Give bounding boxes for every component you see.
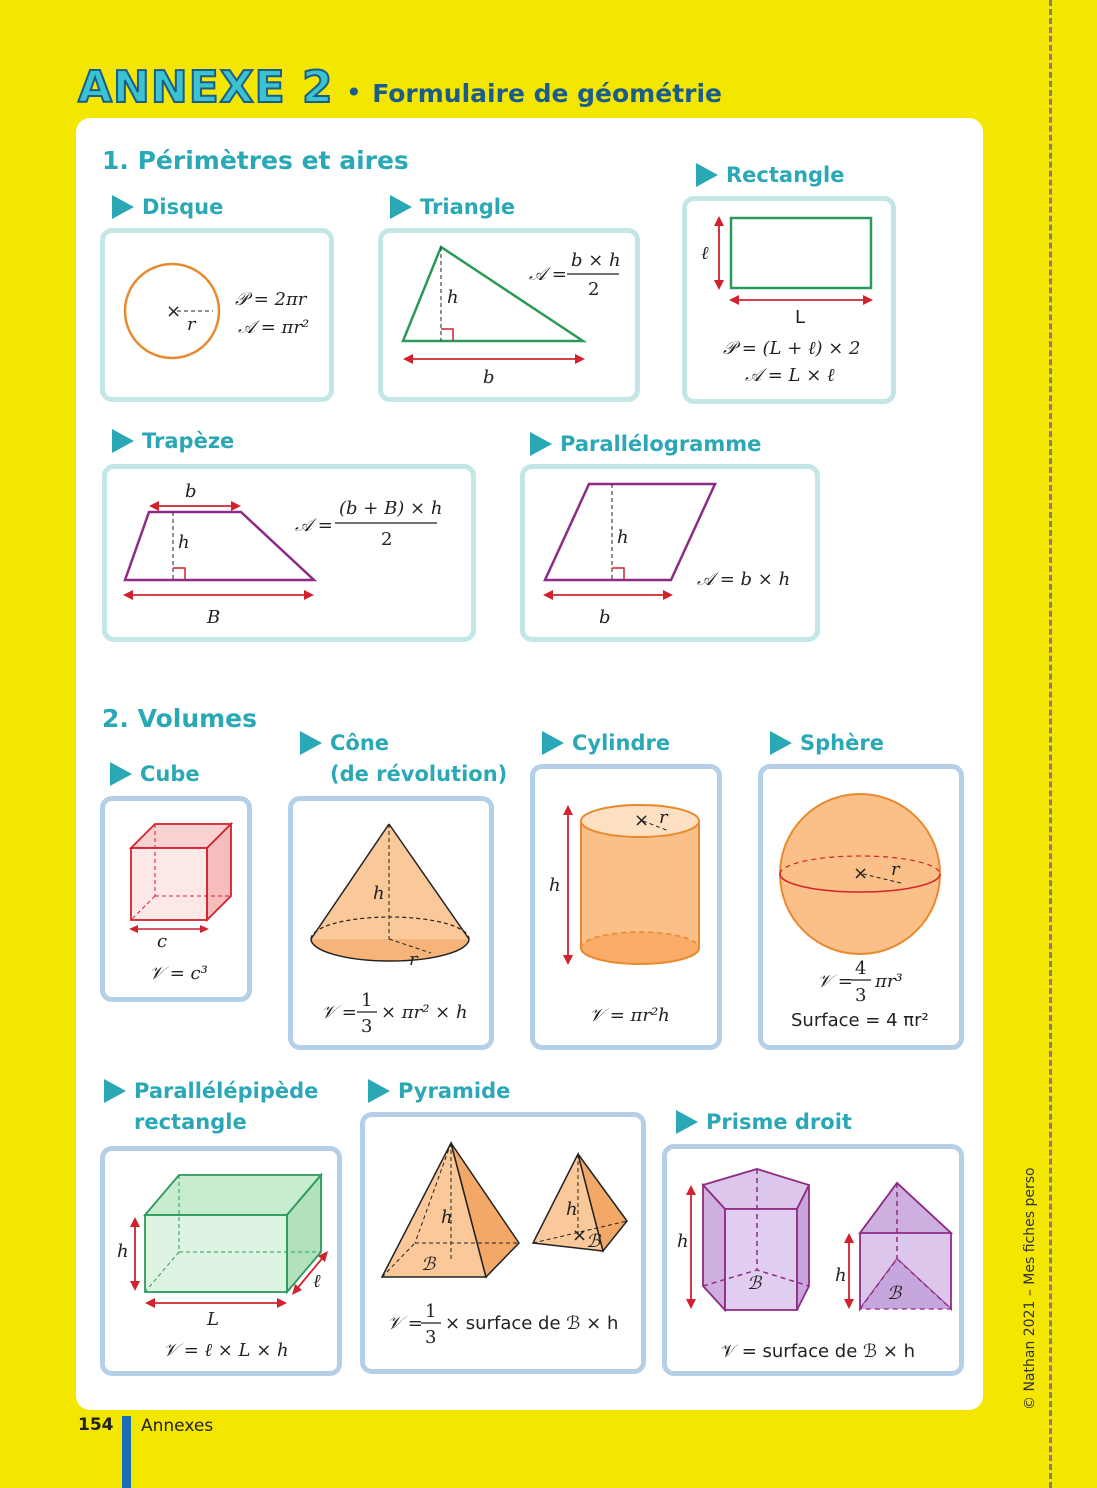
cylindre-r: r — [659, 807, 668, 828]
play-arrow-icon — [366, 1078, 392, 1104]
cone-formula-lhs: 𝒱 = — [321, 1002, 357, 1023]
triangle-shape — [403, 247, 583, 341]
parallelogramme-label: Parallélogramme — [528, 429, 761, 460]
sphere-card — [758, 764, 964, 1050]
disque-area: 𝒜 = πr² — [238, 317, 310, 338]
prisme-label: Prisme droit — [674, 1107, 852, 1138]
play-arrow-icon — [110, 428, 136, 454]
pave-front-face — [145, 1215, 287, 1292]
prisme-card — [662, 1144, 964, 1376]
prisme-B2: ℬ — [887, 1283, 902, 1304]
title-bullet: • — [345, 76, 363, 109]
trapeze-shape — [125, 512, 314, 580]
triangle-formula-lhs: 𝒜 = — [529, 264, 567, 285]
pyramide-h2: h — [566, 1199, 578, 1220]
pyramide-formula-num: 1 — [425, 1301, 437, 1322]
play-arrow-icon — [110, 194, 136, 220]
cone-figure — [293, 801, 489, 1045]
trapeze-figure — [107, 469, 471, 637]
trapeze-B: B — [207, 607, 221, 628]
rectangle-card — [682, 196, 896, 404]
rectangle-l: ℓ — [701, 243, 709, 264]
trapeze-b: b — [185, 481, 197, 502]
triangle-h: h — [447, 287, 459, 308]
play-arrow-icon — [674, 1109, 700, 1135]
play-arrow-icon — [528, 431, 554, 457]
page-footer — [78, 1415, 114, 1435]
section-title-volumes: 2. Volumes — [102, 704, 258, 733]
page-number: 154 — [78, 1415, 114, 1435]
pyramide-B2: ℬ — [586, 1231, 601, 1252]
pyramide-h: h — [441, 1207, 453, 1228]
pyramide-card — [360, 1112, 646, 1374]
parallelogramme-card — [520, 464, 820, 642]
section-title-perimeters: 1. Périmètres et aires — [102, 146, 409, 175]
play-arrow-icon — [108, 761, 134, 787]
rectangle-perimeter: 𝒫 = (L + ℓ) × 2 — [723, 338, 861, 359]
play-arrow-icon — [768, 730, 794, 756]
parallelogramme-shape — [545, 484, 715, 580]
sphere-formula-num: 4 — [855, 958, 867, 979]
cylindre-formula: 𝒱 = πr²h — [589, 1005, 670, 1026]
parallelogramme-figure — [525, 469, 815, 637]
cone-card — [288, 796, 494, 1050]
prisme-formula: 𝒱 = surface de ℬ × h — [721, 1341, 916, 1362]
pave-formula: 𝒱 = ℓ × L × h — [163, 1340, 289, 1361]
trapeze-label: Trapèze — [110, 426, 234, 457]
rectangle-figure — [687, 201, 891, 399]
annexe-title: ANNEXE 2 — [78, 62, 334, 113]
pyramide-figure — [365, 1117, 641, 1369]
play-arrow-icon — [102, 1078, 128, 1104]
cone-formula-num: 1 — [361, 990, 373, 1011]
sphere-r: r — [891, 859, 900, 880]
prisme-h: h — [677, 1231, 689, 1252]
cone-shape — [311, 824, 469, 939]
sphere-figure — [763, 769, 959, 1045]
disque-perimeter: 𝒫 = 2πr — [235, 289, 307, 310]
prisme-B: ℬ — [747, 1273, 762, 1294]
cone-label: Cône (de révolution) — [298, 728, 507, 790]
pave-card — [100, 1146, 342, 1376]
triangle-figure — [383, 233, 635, 397]
pyramide-formula-lhs: 𝒱 = — [387, 1313, 423, 1334]
rectangle-label: Rectangle — [694, 160, 845, 191]
pave-L: L — [207, 1309, 219, 1330]
sphere-formula-rhs: πr³ — [875, 971, 903, 992]
triangle-card — [378, 228, 640, 402]
pave-l: ℓ — [313, 1271, 321, 1292]
pave-figure — [105, 1151, 337, 1371]
cylindre-label: Cylindre — [540, 728, 670, 759]
trapeze-formula-den: 2 — [381, 529, 393, 550]
rectangle-shape — [731, 218, 871, 288]
cone-formula-rhs: × πr² × h — [381, 1002, 468, 1023]
cylindre-figure — [535, 769, 717, 1045]
cone-r: r — [409, 949, 418, 970]
svg-text:×: × — [572, 1225, 588, 1246]
cut-line — [1049, 0, 1052, 1488]
svg-text:×: × — [166, 301, 182, 322]
pyramide-formula-rhs: × surface de ℬ × h — [445, 1313, 619, 1334]
cylindre-body — [581, 821, 699, 948]
pyramide-formula-den: 3 — [425, 1327, 437, 1348]
pyramide-B: ℬ — [421, 1254, 436, 1275]
cone-formula-den: 3 — [361, 1016, 373, 1037]
svg-text:×: × — [634, 810, 650, 831]
triangle-formula-num: b × h — [571, 250, 621, 271]
disque-figure — [105, 233, 329, 397]
cylindre-card — [530, 764, 722, 1050]
sphere-surface: Surface = 4 πr² — [791, 1010, 929, 1031]
formula-sheet — [76, 118, 983, 1410]
rectangle-L: L — [795, 307, 806, 328]
annexe-subtitle: Formulaire de géométrie — [372, 79, 722, 108]
sphere-formula-lhs: 𝒱 = — [817, 971, 853, 992]
sphere-label: Sphère — [768, 728, 884, 759]
cube-c: c — [157, 931, 168, 952]
cube-figure — [105, 801, 247, 997]
disque-card — [100, 228, 334, 402]
play-arrow-icon — [540, 730, 566, 756]
triangle-b: b — [483, 367, 495, 388]
prisme-figure — [667, 1149, 959, 1371]
parallelogramme-h: h — [617, 527, 629, 548]
prisme-h2: h — [835, 1265, 847, 1286]
pyramide-label: Pyramide — [366, 1076, 510, 1107]
cylindre-h: h — [549, 875, 561, 896]
play-arrow-icon — [298, 730, 324, 756]
trapeze-formula-lhs: 𝒜 = — [295, 515, 333, 536]
parallelogramme-formula: 𝒜 = b × h — [697, 569, 791, 590]
rectangle-area: 𝒜 = L × ℓ — [745, 365, 835, 386]
trapeze-h: h — [178, 532, 190, 553]
play-arrow-icon — [694, 162, 720, 188]
pave-label: Parallélépipède rectangle — [102, 1076, 318, 1138]
cube-front-face — [131, 848, 207, 920]
cone-h: h — [373, 883, 385, 904]
disque-label: Disque — [110, 192, 223, 223]
disque-r: r — [187, 314, 196, 335]
trapeze-formula-num: (b + B) × h — [339, 498, 443, 519]
cube-card — [100, 796, 252, 1002]
cube-label: Cube — [108, 759, 200, 790]
play-arrow-icon — [388, 194, 414, 220]
svg-text:×: × — [853, 863, 869, 884]
triangle-formula-den: 2 — [588, 279, 600, 300]
footer-section-label: Annexes — [141, 1416, 214, 1436]
cube-formula: 𝒱 = c³ — [149, 963, 208, 984]
parallelogramme-b: b — [599, 607, 611, 628]
sphere-formula-den: 3 — [855, 985, 867, 1006]
footer-bar — [122, 1416, 131, 1488]
triangle-label: Triangle — [388, 192, 515, 223]
page-header — [78, 62, 722, 113]
trapeze-card — [102, 464, 476, 642]
pave-h: h — [117, 1241, 129, 1262]
